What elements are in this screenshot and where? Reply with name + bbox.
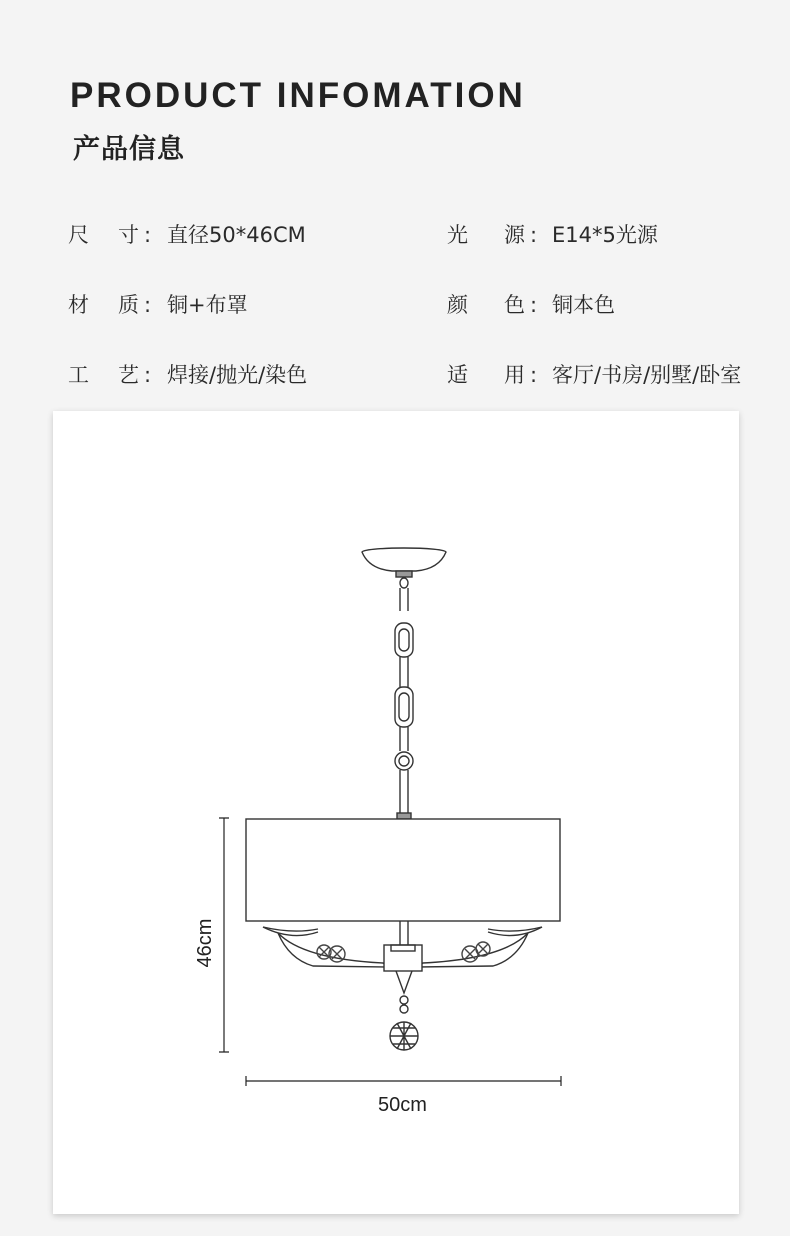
spec-key-char: 颜 xyxy=(447,293,468,317)
ceiling-canopy xyxy=(362,548,446,577)
title-english: PRODUCT INFOMATION xyxy=(70,76,526,115)
spec-separator: : xyxy=(144,223,152,247)
crystal-pendant xyxy=(390,971,418,1050)
spec-separator: : xyxy=(530,363,538,387)
spec-key-char: 源 xyxy=(504,223,525,247)
spec-key-char: 寸 xyxy=(118,223,139,247)
width-dimension-label: 50cm xyxy=(378,1094,427,1116)
spec-key-char: 材 xyxy=(68,293,89,317)
arms xyxy=(263,927,542,971)
height-dimension-label: 46cm xyxy=(194,918,216,968)
spec-value: 焊接/抛光/染色 xyxy=(167,363,308,387)
spec-value: 铜+布罩 xyxy=(167,293,248,317)
spec-value: E14*5光源 xyxy=(552,223,658,247)
spec-key-char: 质 xyxy=(118,293,139,317)
spec-key-char: 工 xyxy=(68,363,89,387)
chain xyxy=(395,578,413,819)
product-drawing-card xyxy=(53,411,739,1214)
spec-separator: : xyxy=(530,293,538,317)
spec-key-char: 用 xyxy=(504,363,525,387)
title-chinese: 产品信息 xyxy=(73,134,185,165)
spec-key-char: 色 xyxy=(504,293,525,317)
spec-value: 直径50*46CM xyxy=(167,223,306,247)
drum-shade xyxy=(246,819,560,921)
spec-key-char: 光 xyxy=(447,223,468,247)
spec-separator: : xyxy=(144,293,152,317)
spec-separator: : xyxy=(530,223,538,247)
spec-key-char: 适 xyxy=(447,363,468,387)
spec-separator: : xyxy=(144,363,152,387)
spec-key-char: 尺 xyxy=(68,223,89,247)
spec-key-char: 艺 xyxy=(118,363,139,387)
spec-value: 铜本色 xyxy=(552,293,615,317)
spec-value: 客厅/书房/别墅/卧室 xyxy=(552,363,742,387)
